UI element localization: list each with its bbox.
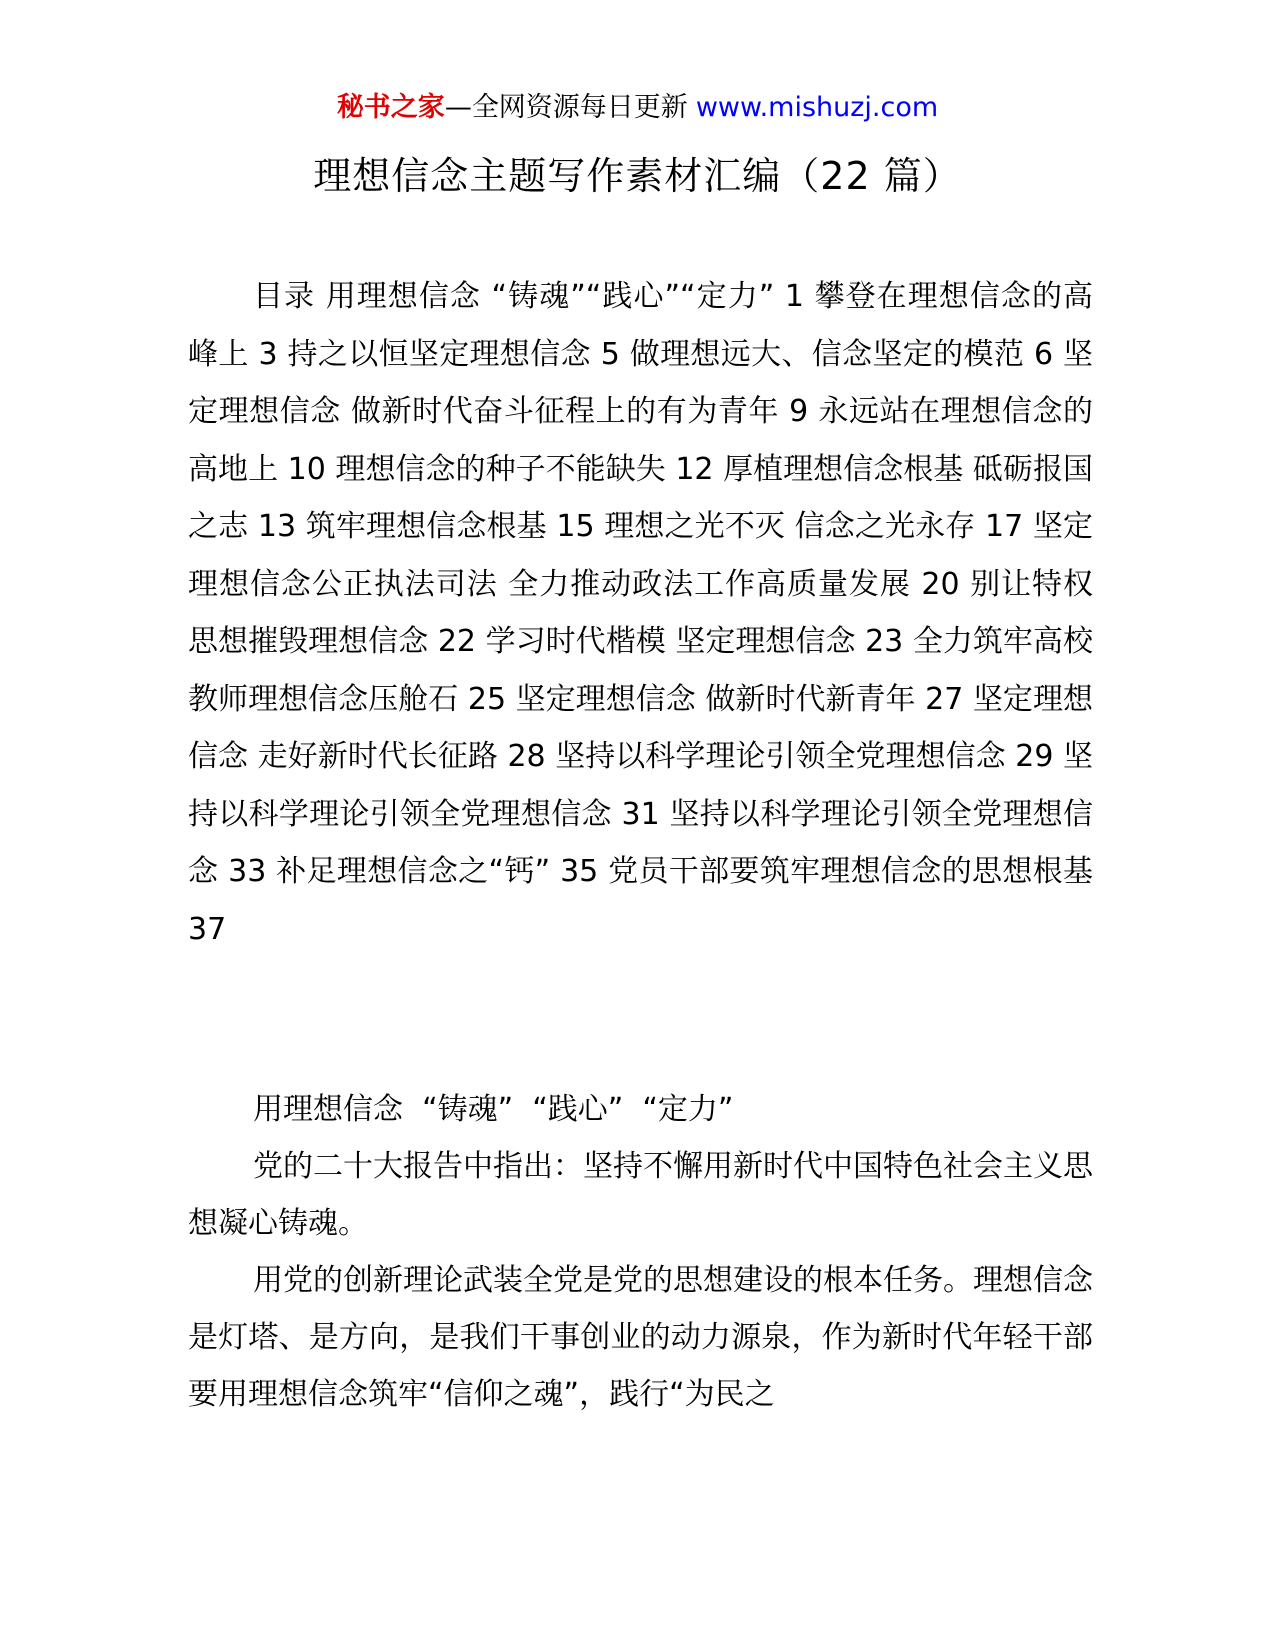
site-tagline: —全网资源每日更新 <box>444 92 688 123</box>
site-url-link[interactable]: www.mishuzj.com <box>695 92 939 123</box>
site-header <box>0 88 1275 128</box>
document-title: 理想信念主题写作素材汇编（22 篇） <box>313 154 962 198</box>
body-paragraph: 用党的创新理论武装全党是党的思想建设的根本任务。理想信念是灯塔、是方向，是我们干事创业的动力源泉，作为新时代年轻干部要用理想信念筑牢“信仰之魂”，践行“为民之 <box>188 1263 1093 1412</box>
brand-name: 秘书之家 <box>336 92 445 123</box>
body-paragraph: 党的二十大报告中指出：坚持不懈用新时代中国特色社会主义思想凝心铸魂。 <box>188 1149 1093 1241</box>
table-of-contents: 目录 用理想信念 “铸魂”“践心”“定力” 1 攀登在理想信念的高峰上 3 持之以恒坚定理想信念 5 做理想远大、信念坚定的模范 6 坚定理想信念 做新时代奋斗征程上的有为青年 9 永远站在理想信念的高地上 10 理想信念的种子不能缺失 12 厚植理想信念根基 砥砺报国之志 13 筑牢理想信念根基 15 理想之光不灭 信念之光永存 17 坚定理想信念公正执法司法 全力推动政法工作高质量发展 20 别让特权思想摧毁理想信念 22 学习时代楷模 坚定理想信念 23 全力筑牢高校教师理想信念压舱石 25 坚定理想信念 做新时代新青年 27 坚定理想信念 走好新时代长征路 28 坚持以科学理论引领全党理想信念 29 坚持以科学理论引领全党理想信念 31 坚持以科学理论引领全党理想信念 33 补足理想信念之“钙” 35 党员干部要筑牢理想信念的思想根基 37 <box>188 279 1093 947</box>
section-heading: 用理想信念 “铸魂” “践心” “定力” <box>253 1092 734 1127</box>
